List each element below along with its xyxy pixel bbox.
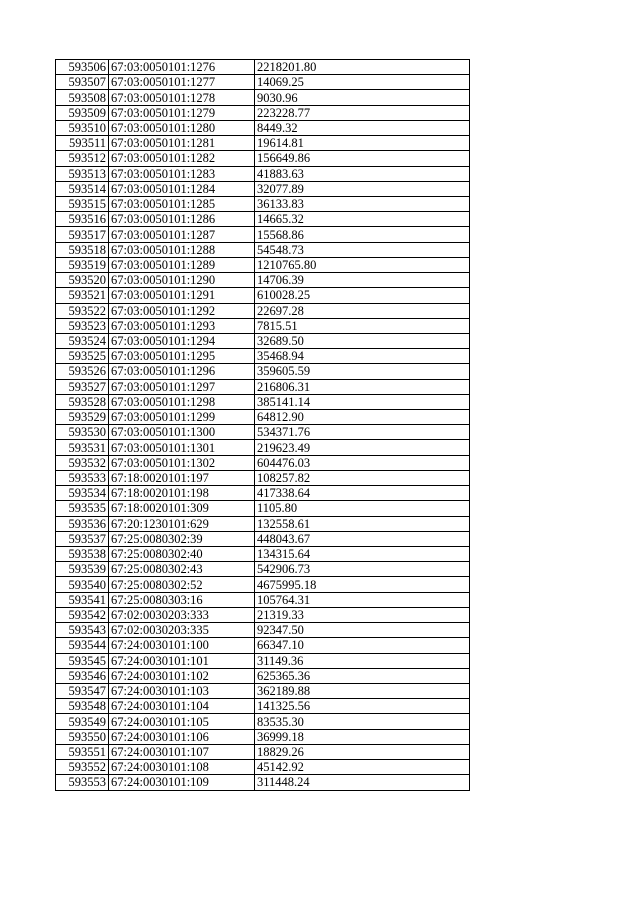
cadastral-number-cell: 67:18:0020101:198 (109, 486, 255, 501)
cadastral-number-cell: 67:03:0050101:1287 (109, 227, 255, 242)
cadastral-number-cell: 67:24:0030101:107 (109, 744, 255, 759)
table-row (56, 318, 470, 333)
cadastral-number-cell: 67:03:0050101:1290 (109, 273, 255, 288)
table-row (56, 273, 470, 288)
value-cell: 64812.90 (255, 410, 470, 425)
cadastral-number-cell: 67:18:0020101:197 (109, 470, 255, 485)
row-number-cell: 593547 (56, 683, 109, 698)
cadastral-number-cell: 67:25:0080303:16 (109, 592, 255, 607)
table-row (56, 653, 470, 668)
value-cell: 223228.77 (255, 105, 470, 120)
row-number-cell: 593522 (56, 303, 109, 318)
table-row (56, 699, 470, 714)
value-cell: 534371.76 (255, 425, 470, 440)
value-cell: 66347.10 (255, 638, 470, 653)
value-cell: 15568.86 (255, 227, 470, 242)
row-number-cell: 593535 (56, 501, 109, 516)
value-cell: 22697.28 (255, 303, 470, 318)
value-cell: 1105.80 (255, 501, 470, 516)
table-row (56, 607, 470, 622)
row-number-cell: 593542 (56, 607, 109, 622)
table-body (56, 60, 470, 791)
table-row (56, 714, 470, 729)
cadastral-number-cell: 67:24:0030101:100 (109, 638, 255, 653)
value-cell: 2218201.80 (255, 60, 470, 75)
value-cell: 625365.36 (255, 668, 470, 683)
value-cell: 448043.67 (255, 531, 470, 546)
row-number-cell: 593508 (56, 90, 109, 105)
table-row (56, 181, 470, 196)
row-number-cell: 593541 (56, 592, 109, 607)
value-cell: 108257.82 (255, 470, 470, 485)
value-cell: 359605.59 (255, 364, 470, 379)
table-row (56, 501, 470, 516)
value-cell: 4675995.18 (255, 577, 470, 592)
cadastral-number-cell: 67:03:0050101:1281 (109, 136, 255, 151)
row-number-cell: 593528 (56, 394, 109, 409)
row-number-cell: 593543 (56, 623, 109, 638)
row-number-cell: 593516 (56, 212, 109, 227)
table-row (56, 562, 470, 577)
value-cell: 32077.89 (255, 181, 470, 196)
cadastral-number-cell: 67:03:0050101:1293 (109, 318, 255, 333)
value-cell: 21319.33 (255, 607, 470, 622)
row-number-cell: 593531 (56, 440, 109, 455)
row-number-cell: 593517 (56, 227, 109, 242)
table-row (56, 410, 470, 425)
cadastral-number-cell: 67:03:0050101:1282 (109, 151, 255, 166)
value-cell: 1210765.80 (255, 257, 470, 272)
cadastral-number-cell: 67:03:0050101:1285 (109, 196, 255, 211)
table-row (56, 196, 470, 211)
value-cell: 31149.36 (255, 653, 470, 668)
row-number-cell: 593540 (56, 577, 109, 592)
value-cell: 311448.24 (255, 775, 470, 790)
cadastral-number-cell: 67:03:0050101:1283 (109, 166, 255, 181)
value-cell: 8449.32 (255, 120, 470, 135)
cadastral-number-cell: 67:03:0050101:1286 (109, 212, 255, 227)
table-row (56, 577, 470, 592)
table-row (56, 440, 470, 455)
value-cell: 9030.96 (255, 90, 470, 105)
table-row (56, 425, 470, 440)
table-row (56, 364, 470, 379)
row-number-cell: 593509 (56, 105, 109, 120)
table-row (56, 531, 470, 546)
value-cell: 132558.61 (255, 516, 470, 531)
row-number-cell: 593544 (56, 638, 109, 653)
row-number-cell: 593527 (56, 379, 109, 394)
value-cell: 14069.25 (255, 75, 470, 90)
cadastral-number-cell: 67:03:0050101:1297 (109, 379, 255, 394)
cadastral-number-cell: 67:25:0080302:52 (109, 577, 255, 592)
cadastral-number-cell: 67:02:0030203:333 (109, 607, 255, 622)
cadastral-number-cell: 67:03:0050101:1279 (109, 105, 255, 120)
row-number-cell: 593536 (56, 516, 109, 531)
table-row (56, 516, 470, 531)
table-row (56, 136, 470, 151)
cadastral-number-cell: 67:24:0030101:102 (109, 668, 255, 683)
cadastral-number-cell: 67:03:0050101:1284 (109, 181, 255, 196)
table-row (56, 242, 470, 257)
row-number-cell: 593518 (56, 242, 109, 257)
cadastral-number-cell: 67:03:0050101:1278 (109, 90, 255, 105)
table-row (56, 105, 470, 120)
row-number-cell: 593539 (56, 562, 109, 577)
row-number-cell: 593551 (56, 744, 109, 759)
value-cell: 141325.56 (255, 699, 470, 714)
cadastral-number-cell: 67:03:0050101:1276 (109, 60, 255, 75)
row-number-cell: 593532 (56, 455, 109, 470)
row-number-cell: 593545 (56, 653, 109, 668)
row-number-cell: 593514 (56, 181, 109, 196)
row-number-cell: 593550 (56, 729, 109, 744)
table-row (56, 486, 470, 501)
row-number-cell: 593524 (56, 333, 109, 348)
table-row (56, 760, 470, 775)
table-row (56, 303, 470, 318)
cadastral-number-cell: 67:03:0050101:1289 (109, 257, 255, 272)
value-cell: 35468.94 (255, 349, 470, 364)
row-number-cell: 593506 (56, 60, 109, 75)
cadastral-number-cell: 67:24:0030101:103 (109, 683, 255, 698)
value-cell: 134315.64 (255, 547, 470, 562)
value-cell: 610028.25 (255, 288, 470, 303)
row-number-cell: 593534 (56, 486, 109, 501)
value-cell: 216806.31 (255, 379, 470, 394)
value-cell: 542906.73 (255, 562, 470, 577)
table-row (56, 120, 470, 135)
cadastral-number-cell: 67:24:0030101:105 (109, 714, 255, 729)
cadastral-number-cell: 67:03:0050101:1302 (109, 455, 255, 470)
row-number-cell: 593521 (56, 288, 109, 303)
cadastral-number-cell: 67:03:0050101:1291 (109, 288, 255, 303)
table-row (56, 683, 470, 698)
cadastral-number-cell: 67:25:0080302:40 (109, 547, 255, 562)
cadastral-number-cell: 67:02:0030203:335 (109, 623, 255, 638)
table-row (56, 547, 470, 562)
value-cell: 417338.64 (255, 486, 470, 501)
cadastral-number-cell: 67:03:0050101:1300 (109, 425, 255, 440)
value-cell: 92347.50 (255, 623, 470, 638)
cadastral-number-cell: 67:03:0050101:1294 (109, 333, 255, 348)
row-number-cell: 593533 (56, 470, 109, 485)
cadastral-number-cell: 67:24:0030101:101 (109, 653, 255, 668)
row-number-cell: 593525 (56, 349, 109, 364)
row-number-cell: 593513 (56, 166, 109, 181)
value-cell: 36133.83 (255, 196, 470, 211)
row-number-cell: 593552 (56, 760, 109, 775)
cadastral-number-cell: 67:03:0050101:1280 (109, 120, 255, 135)
row-number-cell: 593519 (56, 257, 109, 272)
cadastral-number-cell: 67:03:0050101:1298 (109, 394, 255, 409)
table-row (56, 729, 470, 744)
value-cell: 54548.73 (255, 242, 470, 257)
table-row (56, 623, 470, 638)
cadastral-number-cell: 67:03:0050101:1299 (109, 410, 255, 425)
table-row (56, 349, 470, 364)
value-cell: 105764.31 (255, 592, 470, 607)
value-cell: 362189.88 (255, 683, 470, 698)
cadastral-number-cell: 67:03:0050101:1288 (109, 242, 255, 257)
row-number-cell: 593512 (56, 151, 109, 166)
row-number-cell: 593537 (56, 531, 109, 546)
value-cell: 18829.26 (255, 744, 470, 759)
value-cell: 14706.39 (255, 273, 470, 288)
cadastral-number-cell: 67:18:0020101:309 (109, 501, 255, 516)
table-row (56, 379, 470, 394)
cadastral-number-cell: 67:25:0080302:39 (109, 531, 255, 546)
cadastral-number-cell: 67:03:0050101:1277 (109, 75, 255, 90)
value-cell: 83535.30 (255, 714, 470, 729)
value-cell: 41883.63 (255, 166, 470, 181)
table-row (56, 60, 470, 75)
table-row (56, 90, 470, 105)
row-number-cell: 593538 (56, 547, 109, 562)
value-cell: 32689.50 (255, 333, 470, 348)
row-number-cell: 593510 (56, 120, 109, 135)
row-number-cell: 593529 (56, 410, 109, 425)
table-row (56, 775, 470, 790)
row-number-cell: 593546 (56, 668, 109, 683)
cadastral-number-cell: 67:25:0080302:43 (109, 562, 255, 577)
value-cell: 156649.86 (255, 151, 470, 166)
cadastral-number-cell: 67:20:1230101:629 (109, 516, 255, 531)
row-number-cell: 593523 (56, 318, 109, 333)
table-row (56, 744, 470, 759)
cadastral-number-cell: 67:03:0050101:1292 (109, 303, 255, 318)
value-cell: 45142.92 (255, 760, 470, 775)
table-row (56, 212, 470, 227)
cadastral-number-cell: 67:24:0030101:106 (109, 729, 255, 744)
cadastral-number-cell: 67:24:0030101:108 (109, 760, 255, 775)
cadastral-number-cell: 67:24:0030101:104 (109, 699, 255, 714)
value-cell: 385141.14 (255, 394, 470, 409)
table-row (56, 394, 470, 409)
table-row (56, 455, 470, 470)
table-row (56, 333, 470, 348)
value-cell: 19614.81 (255, 136, 470, 151)
row-number-cell: 593548 (56, 699, 109, 714)
row-number-cell: 593526 (56, 364, 109, 379)
row-number-cell: 593507 (56, 75, 109, 90)
cadastral-number-cell: 67:03:0050101:1296 (109, 364, 255, 379)
value-cell: 14665.32 (255, 212, 470, 227)
value-cell: 36999.18 (255, 729, 470, 744)
table-row (56, 75, 470, 90)
cadastral-number-cell: 67:24:0030101:109 (109, 775, 255, 790)
table-row (56, 151, 470, 166)
cadastral-number-cell: 67:03:0050101:1295 (109, 349, 255, 364)
row-number-cell: 593553 (56, 775, 109, 790)
row-number-cell: 593530 (56, 425, 109, 440)
table-row (56, 668, 470, 683)
table-row (56, 470, 470, 485)
row-number-cell: 593515 (56, 196, 109, 211)
cadastral-value-table (55, 59, 470, 791)
value-cell: 7815.51 (255, 318, 470, 333)
table-row (56, 257, 470, 272)
table-row (56, 592, 470, 607)
table-row (56, 288, 470, 303)
row-number-cell: 593511 (56, 136, 109, 151)
table-row (56, 638, 470, 653)
value-cell: 604476.03 (255, 455, 470, 470)
cadastral-number-cell: 67:03:0050101:1301 (109, 440, 255, 455)
row-number-cell: 593549 (56, 714, 109, 729)
value-cell: 219623.49 (255, 440, 470, 455)
row-number-cell: 593520 (56, 273, 109, 288)
table-row (56, 227, 470, 242)
table-row (56, 166, 470, 181)
